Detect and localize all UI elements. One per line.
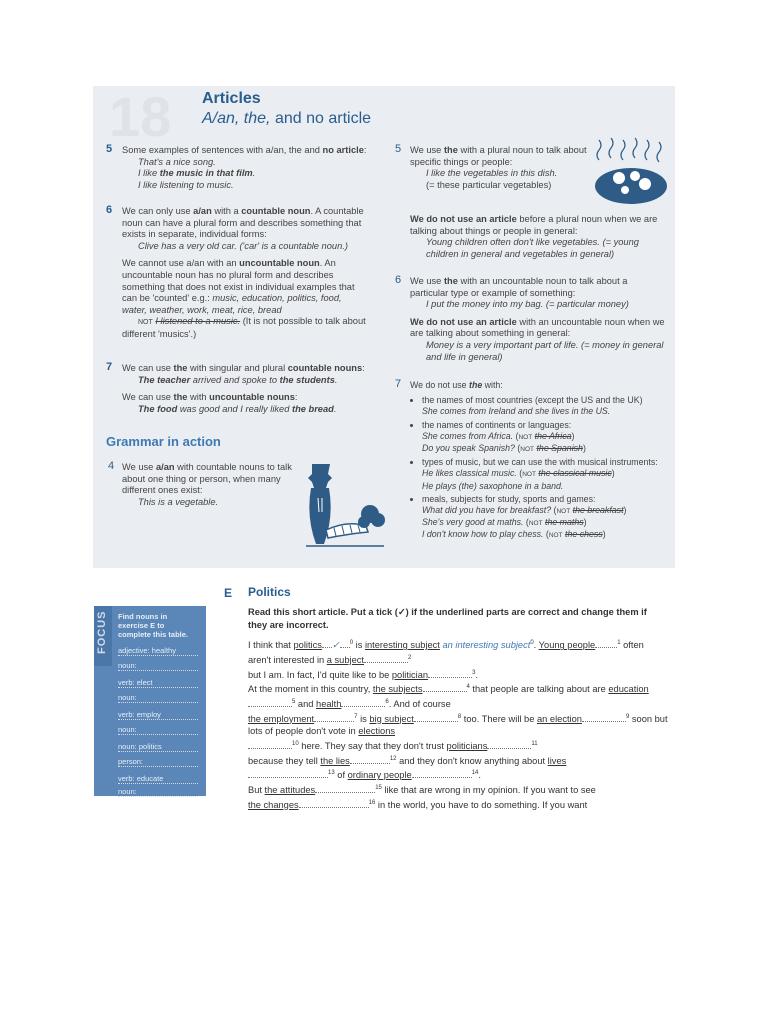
grammar-in-action-heading: Grammar in action [106, 434, 221, 449]
textbook-page [93, 86, 675, 810]
unit-number: 18 [109, 85, 172, 148]
exercise-instruction: Read this short article. Put a tick (✓) if the underlined parts are correct and change them if they are incorrect. [248, 607, 647, 630]
section-number: 6 [106, 204, 113, 216]
section-number: 5 [395, 143, 402, 155]
exercise-title: Politics [248, 585, 291, 599]
focus-row[interactable]: noun: [118, 661, 198, 671]
focus-row[interactable]: verb: educate [118, 774, 198, 784]
exercise-letter: E [224, 586, 233, 600]
grammar-in-action-text: We use a/an with countable nouns to talk about one thing or person, when many different ones exist: This is a vegetable. [122, 462, 292, 507]
focus-row[interactable]: verb: employ [118, 710, 198, 720]
unit-title: Articles [202, 90, 261, 107]
exercise-body: Read this short article. Put a tick (✓) if the underlined parts are correct and change them if they are incorrect. I think that politics ✓ $^0$ is interesting subject an interesting subject$^0$. Young people $^1$ often aren't interested in a subject $^2$ but I am. In fact, I'd quite like to be politician $^3$. At the moment in this country, the subjects $^4$ that people are talking about are education$^5$ and health $^6$. And of course the employment $^7$ is big subject $^8$ too. There will be an election $^9$ soon but lots of people don't vote in elections $^{10}$ here. They say that they don't trust politicians $^{11}$ because they tell the lies $^{12}$ and they don't know anything about lives $^{13}$ of ordinary people $^{14}$. But the attitudes $^{15}$ like that are wrong in my opinion. If you want to see the changes $^{16}$ in the world, you have to do something. If you want [248, 607, 668, 810]
right-section-5: We use the with a plural noun to talk about specific things or people: I like the vegetables in this dish. (= these particular vegetables) [410, 145, 587, 190]
focus-row[interactable]: person: [118, 757, 198, 767]
tick-mark: ✓ [331, 640, 340, 651]
vegetable-illustration [298, 462, 388, 557]
focus-row[interactable]: verb: elect [118, 678, 198, 688]
section-number: 7 [106, 361, 113, 373]
focus-row[interactable]: noun: [118, 693, 198, 703]
left-section-5: Some examples of sentences with a/an, the and no article: That's a nice song. I like the music in that film. I like listening to music. [122, 145, 367, 190]
focus-row[interactable]: noun: politics [118, 742, 198, 752]
dish-illustration [591, 136, 671, 211]
focus-row[interactable]: noun: [118, 725, 198, 735]
focus-row[interactable]: adjective: healthy [118, 646, 198, 656]
focus-row[interactable]: noun: [118, 787, 198, 797]
focus-heading: Find nouns in exercise E to complete this table. [118, 612, 189, 639]
right-section-5-continued: We do not use an article before a plural noun when we are talking about things or people in general: Young children often don't like vegetables. (= young children in general and vegetables in general) [410, 214, 658, 259]
focus-box [94, 606, 206, 796]
section-number: 5 [106, 143, 113, 155]
unit-subtitle: A/an, the, and no article [202, 110, 372, 127]
right-section-7: We do not use the with: • the names of most countries (except the US and the UK) She comes from Ireland and she lives in the US. • the names of continents or languages: She comes from Africa. (NOT the Africa) Do you speak Spanish? (NOT the Spanish) • types of music, but we can use the with musical instruments: He likes classical music. (NOT the classical music) He plays (the) saxophone in a band. • meals, subjects for study, sports and games: What did you have for breakfast? (NOT the breakfast) She's very good at maths. (NOT the maths) I don't know how to play chess. (NOT the chess) [410, 380, 672, 544]
right-section-6: We use the with an uncountable noun to talk about a particular type or example of something: I put the money into my bag. (= particular money) We do not use an article with an uncountable noun when we are talking about something in general: Money is a very important part of life. (= money in general and life in general) [410, 276, 665, 362]
section-number: 7 [395, 378, 402, 390]
section-number: 4 [108, 460, 115, 472]
left-section-7: We can use the with singular and plural countable nouns: The teacher arrived and spoke to the students. We can use the with uncountable nouns: The food was good and I really liked the bread. [122, 363, 365, 414]
grammar-reference-panel [93, 86, 675, 568]
section-number: 6 [395, 274, 402, 286]
left-section-6: We can only use a/an with a countable noun. A countable noun can have a plural form and describes something that exists in separate, individual forms: Clive has a very old car. ('car' is a countable noun.) We cannot use a/an with an uncountable noun. An uncountable noun has no plural form and describes something that does not exist in individual examples that can be 'counted' e.g.: music, education, politics, food, water, weather, work, meat, rice, bread NOT I listened to a music. (It is not possible to talk about different 'musics'.) [122, 206, 366, 339]
handwritten-answer: an interesting subject [442, 640, 531, 651]
focus-tag: FOCUS [94, 606, 112, 666]
